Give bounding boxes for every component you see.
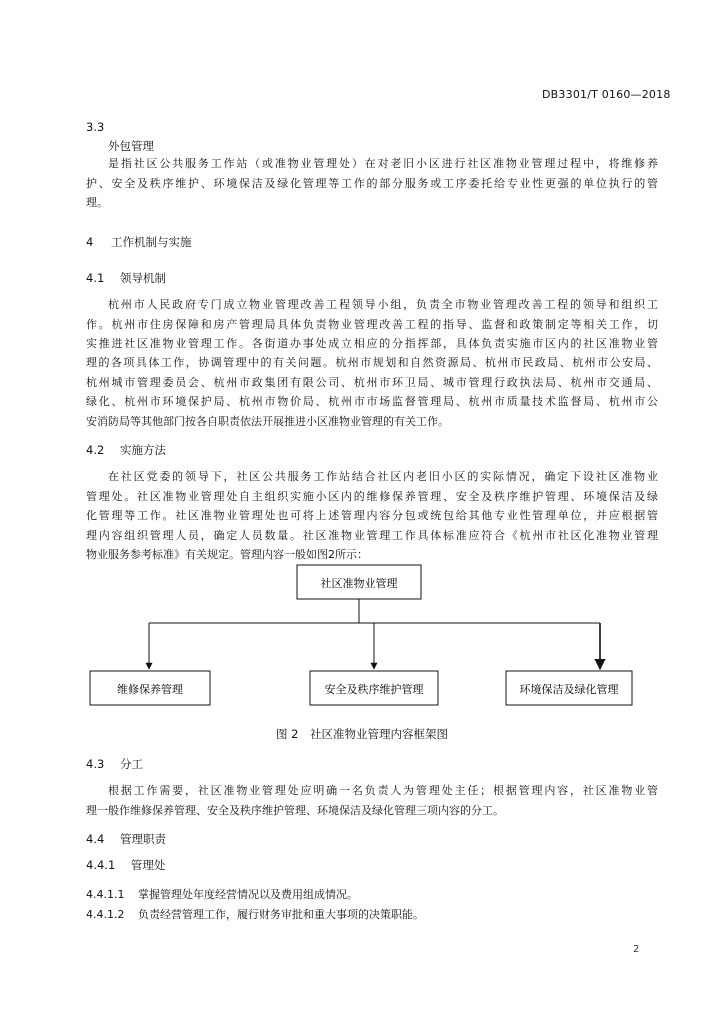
page-number: 2	[633, 944, 640, 955]
section-4-title: 工作机制与实施	[110, 235, 192, 249]
section-4-1-line-7: 安消防局等其他部门按各自职责依法开展推进小区准物业管理的有关工作。	[86, 415, 449, 428]
management-framework-diagram	[86, 563, 666, 723]
section-4-1-heading	[86, 270, 166, 286]
section-4-2-heading	[86, 442, 166, 458]
box-maintenance-label: 维修保养管理	[117, 683, 183, 696]
section-4-4-heading	[86, 831, 166, 847]
section-4-2-line-3: 化管理等工作。社区准物业管理处也可将上述管理内容分包或统包给其他专业性管理单位，并应根据管	[86, 509, 658, 522]
box-security-label: 安全及秩序维护管理	[324, 683, 424, 696]
section-4-4-number: 4.4	[86, 832, 105, 846]
section-4-3-title: 分工	[119, 757, 143, 771]
section-4-3-line-2: 理一般作维修保养管理、安全及秩序维护管理、环境保洁及绿化管理三项内容的分工。	[86, 804, 504, 817]
section-3-3-line-3: 理。	[86, 196, 108, 209]
section-4-4-title: 管理职责	[119, 832, 166, 846]
section-3-3-term: 外包管理	[108, 139, 154, 153]
list-item	[86, 886, 358, 902]
section-4-4-1-heading	[86, 857, 165, 873]
section-4-3-line-1: 根据工作需要，社区准物业管理处应明确一名负责人为管理处主任；根据管理内容，社区准物业管	[108, 784, 658, 797]
section-4-4-1-title: 管理处	[130, 858, 166, 872]
item-2-text: 负责经营管理工作，履行财务审批和重大事项的决策职能。	[137, 908, 424, 921]
section-3-3-number: 3.3	[86, 120, 105, 134]
section-4-1-line-2: 作。杭州市住房保障和房产管理局具体负责物业管理改善工程的指导、监督和政策制定等相关工作，切	[86, 318, 658, 331]
section-4-2-line-4: 理内容组织管理人员，确定人员数量。社区准物业管理工作具体标准应符合《杭州市社区化准物业管理	[86, 529, 658, 542]
section-3-3-line-1: 是指社区公共服务工作站（或准物业管理处）在对老旧小区进行社区准物业管理过程中，将维修养	[108, 157, 658, 170]
section-4-1-number: 4.1	[86, 271, 105, 285]
section-4-1-line-3: 实推进社区准物业管理工作。各街道办事处成立相应的分指挥部，具体负责实施市区内的社区准物业管	[86, 337, 658, 350]
section-4-1-line-1: 杭州市人民政府专门成立物业管理改善工程领导小组，负责全市物业管理改善工程的领导和组织工	[108, 298, 658, 311]
section-4-1-title: 领导机制	[119, 271, 166, 285]
section-4-2-number: 4.2	[86, 443, 105, 457]
section-4-heading	[86, 234, 191, 250]
document-number: DB3301/T 0160—2018	[542, 88, 671, 101]
box-environment-label: 环境保洁及绿化管理	[519, 683, 619, 696]
section-4-3-number: 4.3	[86, 757, 105, 771]
section-4-2-line-5: 物业服务参考标准》有关规定。管理内容一般如图2所示：	[86, 548, 368, 561]
item-2-number: 4.4.1.2	[86, 908, 125, 921]
section-4-1-line-5: 杭州城市管理委员会、杭州市政集团有限公司、杭州市环卫局、城市管理行政执法局、杭州市交通局、	[86, 376, 658, 389]
item-1-number: 4.4.1.1	[86, 888, 125, 901]
list-item	[86, 906, 424, 922]
section-4-2-line-1: 在社区党委的领导下，社区公共服务工作站结合社区内老旧小区的实际情况，确定下设社区准物业	[108, 470, 658, 483]
figure-caption: 图 2 社区准物业管理内容框架图	[276, 727, 448, 741]
section-4-1-line-6: 绿化、杭州市环境保护局、杭州市物价局、杭州市市场监督管理局、杭州市质量技术监督局、杭州市公	[86, 395, 658, 408]
section-4-4-1-number: 4.4.1	[86, 858, 116, 872]
section-4-1-line-4: 理的各项具体工作，协调管理中的有关问题。杭州市规划和自然资源局、杭州市民政局、杭州市公安局、	[86, 356, 658, 369]
top-box-label: 社区准物业管理	[320, 577, 398, 590]
section-3-3-line-2: 护、安全及秩序维护、环境保洁及绿化管理等工作的部分服务或工序委托给专业性更强的单位执行的管	[86, 177, 658, 190]
item-1-text: 掌握管理处年度经营情况以及费用组成情况。	[137, 888, 358, 901]
section-4-2-title: 实施方法	[119, 443, 166, 457]
section-4-3-heading	[86, 756, 143, 772]
section-4-2-line-2: 管理处。社区准物业管理处自主组织实施小区内的维修保养管理、安全及秩序维护管理、环境保洁及绿	[86, 490, 658, 503]
section-4-number: 4	[86, 235, 94, 249]
